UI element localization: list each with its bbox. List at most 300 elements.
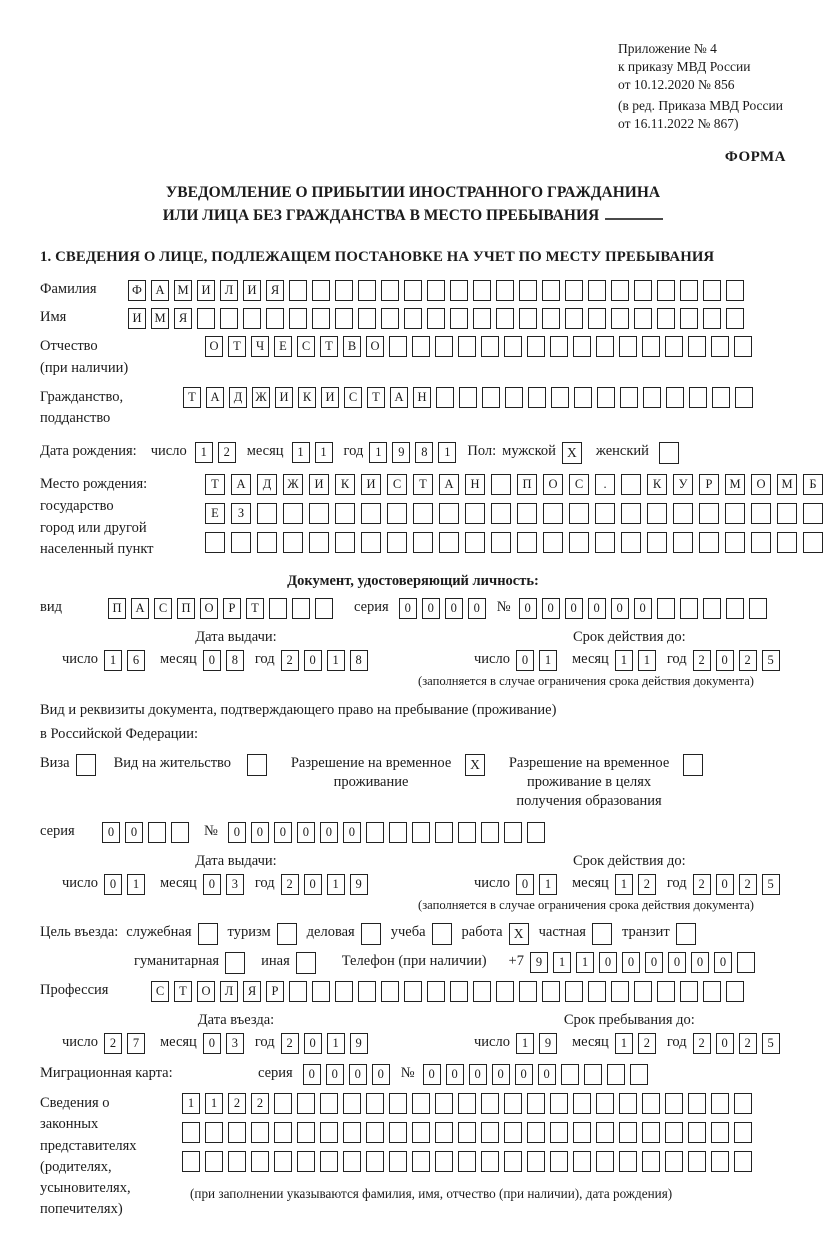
char-box[interactable] — [205, 1122, 223, 1143]
char-box[interactable]: 0 — [668, 952, 686, 973]
purpose-private-checkbox[interactable] — [592, 923, 612, 945]
char-box[interactable] — [481, 1151, 499, 1172]
char-box[interactable] — [413, 503, 433, 524]
char-box[interactable] — [527, 1122, 545, 1143]
char-box[interactable] — [666, 387, 684, 408]
char-box[interactable]: Н — [465, 474, 485, 495]
char-box[interactable] — [458, 1122, 476, 1143]
char-box[interactable] — [366, 1151, 384, 1172]
char-box[interactable] — [726, 280, 744, 301]
char-box[interactable] — [596, 336, 614, 357]
char-box[interactable]: 1 — [195, 442, 213, 463]
char-box[interactable] — [569, 532, 589, 553]
char-box[interactable] — [228, 1122, 246, 1143]
char-box[interactable]: С — [387, 474, 407, 495]
char-box[interactable]: 0 — [297, 822, 315, 843]
char-box[interactable] — [289, 280, 307, 301]
char-box[interactable] — [361, 503, 381, 524]
char-box[interactable]: А — [439, 474, 459, 495]
char-box[interactable] — [726, 981, 744, 1002]
char-box[interactable] — [527, 336, 545, 357]
char-box[interactable] — [574, 387, 592, 408]
char-box[interactable]: М — [151, 308, 169, 329]
char-box[interactable] — [412, 1122, 430, 1143]
char-box[interactable] — [504, 1122, 522, 1143]
char-box[interactable]: О — [366, 336, 384, 357]
char-box[interactable]: Н — [413, 387, 431, 408]
gender-male-checkbox[interactable]: X — [562, 442, 582, 464]
char-box[interactable] — [197, 308, 215, 329]
char-box[interactable] — [735, 387, 753, 408]
char-box[interactable]: 0 — [519, 598, 537, 619]
char-box[interactable] — [389, 822, 407, 843]
char-box[interactable] — [621, 532, 641, 553]
char-box[interactable]: 1 — [576, 952, 594, 973]
char-box[interactable]: А — [390, 387, 408, 408]
char-box[interactable]: 7 — [127, 1033, 145, 1054]
char-box[interactable] — [620, 387, 638, 408]
char-box[interactable] — [257, 503, 277, 524]
char-box[interactable] — [573, 1151, 591, 1172]
char-box[interactable] — [673, 532, 693, 553]
char-box[interactable] — [412, 822, 430, 843]
char-box[interactable]: С — [344, 387, 362, 408]
char-box[interactable] — [358, 308, 376, 329]
char-box[interactable]: 2 — [218, 442, 236, 463]
char-box[interactable]: К — [647, 474, 667, 495]
char-box[interactable] — [481, 822, 499, 843]
char-box[interactable] — [551, 387, 569, 408]
char-box[interactable] — [343, 1122, 361, 1143]
char-box[interactable]: 2 — [281, 874, 299, 895]
char-box[interactable]: В — [343, 336, 361, 357]
char-box[interactable] — [427, 981, 445, 1002]
char-box[interactable] — [439, 503, 459, 524]
char-box[interactable] — [269, 598, 287, 619]
char-box[interactable] — [297, 1151, 315, 1172]
char-box[interactable] — [320, 1151, 338, 1172]
char-box[interactable] — [519, 308, 537, 329]
char-box[interactable] — [543, 532, 563, 553]
char-box[interactable] — [459, 387, 477, 408]
char-box[interactable] — [596, 1122, 614, 1143]
char-box[interactable]: А — [206, 387, 224, 408]
char-box[interactable]: 3 — [226, 1033, 244, 1054]
char-box[interactable] — [496, 981, 514, 1002]
char-box[interactable] — [588, 981, 606, 1002]
char-box[interactable] — [657, 598, 675, 619]
char-box[interactable] — [573, 1093, 591, 1114]
char-box[interactable]: 0 — [468, 598, 486, 619]
char-box[interactable] — [435, 1122, 453, 1143]
char-box[interactable]: Б — [803, 474, 823, 495]
char-box[interactable]: 1 — [127, 874, 145, 895]
char-box[interactable] — [680, 280, 698, 301]
char-box[interactable]: И — [128, 308, 146, 329]
char-box[interactable]: 2 — [104, 1033, 122, 1054]
char-box[interactable] — [504, 822, 522, 843]
char-box[interactable] — [642, 336, 660, 357]
char-box[interactable] — [381, 981, 399, 1002]
char-box[interactable] — [435, 1093, 453, 1114]
char-box[interactable]: С — [154, 598, 172, 619]
char-box[interactable]: 0 — [716, 650, 734, 671]
char-box[interactable]: 0 — [303, 1064, 321, 1085]
char-box[interactable]: Е — [274, 336, 292, 357]
char-box[interactable] — [519, 280, 537, 301]
char-box[interactable] — [358, 981, 376, 1002]
char-box[interactable] — [182, 1122, 200, 1143]
char-box[interactable]: 1 — [327, 874, 345, 895]
char-box[interactable] — [320, 1122, 338, 1143]
char-box[interactable] — [361, 532, 381, 553]
char-box[interactable]: 0 — [716, 874, 734, 895]
char-box[interactable] — [404, 280, 422, 301]
char-box[interactable] — [737, 952, 755, 973]
char-box[interactable] — [505, 387, 523, 408]
char-box[interactable] — [435, 1151, 453, 1172]
char-box[interactable]: 9 — [530, 952, 548, 973]
char-box[interactable]: 9 — [392, 442, 410, 463]
char-box[interactable]: 0 — [516, 874, 534, 895]
char-box[interactable]: И — [321, 387, 339, 408]
purpose-official-checkbox[interactable] — [198, 923, 218, 945]
char-box[interactable]: Т — [183, 387, 201, 408]
char-box[interactable]: 5 — [762, 874, 780, 895]
residence-permit-checkbox[interactable] — [247, 754, 267, 776]
char-box[interactable]: 0 — [251, 822, 269, 843]
char-box[interactable]: М — [725, 474, 745, 495]
char-box[interactable] — [358, 280, 376, 301]
char-box[interactable] — [205, 1151, 223, 1172]
char-box[interactable]: К — [335, 474, 355, 495]
char-box[interactable]: 0 — [445, 598, 463, 619]
char-box[interactable] — [688, 336, 706, 357]
char-box[interactable] — [642, 1151, 660, 1172]
char-box[interactable]: 2 — [281, 1033, 299, 1054]
char-box[interactable] — [619, 1122, 637, 1143]
char-box[interactable] — [607, 1064, 625, 1085]
char-box[interactable]: 0 — [326, 1064, 344, 1085]
char-box[interactable] — [619, 1093, 637, 1114]
char-box[interactable] — [550, 1122, 568, 1143]
visa-checkbox[interactable] — [76, 754, 96, 776]
char-box[interactable] — [699, 503, 719, 524]
char-box[interactable] — [496, 280, 514, 301]
char-box[interactable]: 8 — [226, 650, 244, 671]
char-box[interactable]: 0 — [716, 1033, 734, 1054]
char-box[interactable] — [611, 280, 629, 301]
char-box[interactable]: 0 — [515, 1064, 533, 1085]
char-box[interactable] — [482, 387, 500, 408]
char-box[interactable] — [312, 981, 330, 1002]
char-box[interactable] — [543, 503, 563, 524]
char-box[interactable]: И — [361, 474, 381, 495]
char-box[interactable] — [251, 1122, 269, 1143]
char-box[interactable] — [751, 532, 771, 553]
char-box[interactable]: Л — [220, 280, 238, 301]
char-box[interactable] — [550, 336, 568, 357]
char-box[interactable]: И — [309, 474, 329, 495]
char-box[interactable]: О — [200, 598, 218, 619]
char-box[interactable]: А — [231, 474, 251, 495]
char-box[interactable]: 0 — [203, 650, 221, 671]
char-box[interactable]: И — [243, 280, 261, 301]
char-box[interactable] — [596, 1151, 614, 1172]
char-box[interactable]: Ф — [128, 280, 146, 301]
char-box[interactable]: 1 — [369, 442, 387, 463]
char-box[interactable] — [343, 1093, 361, 1114]
char-box[interactable]: А — [151, 280, 169, 301]
char-box[interactable] — [711, 1151, 729, 1172]
char-box[interactable] — [565, 308, 583, 329]
char-box[interactable]: 0 — [492, 1064, 510, 1085]
char-box[interactable] — [703, 981, 721, 1002]
char-box[interactable] — [621, 474, 641, 495]
char-box[interactable]: 0 — [691, 952, 709, 973]
char-box[interactable]: 0 — [645, 952, 663, 973]
char-box[interactable] — [689, 387, 707, 408]
char-box[interactable] — [588, 308, 606, 329]
char-box[interactable]: 1 — [539, 650, 557, 671]
char-box[interactable]: 0 — [538, 1064, 556, 1085]
char-box[interactable]: Р — [699, 474, 719, 495]
char-box[interactable] — [465, 503, 485, 524]
char-box[interactable] — [435, 336, 453, 357]
char-box[interactable]: Т — [246, 598, 264, 619]
char-box[interactable] — [647, 503, 667, 524]
char-box[interactable] — [297, 1122, 315, 1143]
char-box[interactable] — [619, 1151, 637, 1172]
char-box[interactable] — [381, 280, 399, 301]
char-box[interactable]: П — [177, 598, 195, 619]
char-box[interactable] — [712, 387, 730, 408]
char-box[interactable] — [274, 1122, 292, 1143]
char-box[interactable] — [389, 336, 407, 357]
char-box[interactable] — [711, 1122, 729, 1143]
char-box[interactable]: Р — [266, 981, 284, 1002]
char-box[interactable] — [734, 1122, 752, 1143]
char-box[interactable]: П — [517, 474, 537, 495]
purpose-work-checkbox[interactable]: X — [509, 923, 529, 945]
char-box[interactable] — [412, 1093, 430, 1114]
char-box[interactable] — [680, 308, 698, 329]
char-box[interactable] — [366, 822, 384, 843]
char-box[interactable] — [703, 308, 721, 329]
char-box[interactable]: 0 — [446, 1064, 464, 1085]
char-box[interactable]: 0 — [349, 1064, 367, 1085]
char-box[interactable]: 0 — [469, 1064, 487, 1085]
char-box[interactable] — [481, 1122, 499, 1143]
char-box[interactable]: 1 — [615, 1033, 633, 1054]
char-box[interactable]: 0 — [565, 598, 583, 619]
char-box[interactable] — [309, 532, 329, 553]
char-box[interactable] — [595, 503, 615, 524]
char-box[interactable]: 6 — [127, 650, 145, 671]
char-box[interactable] — [335, 280, 353, 301]
char-box[interactable]: 1 — [638, 650, 656, 671]
char-box[interactable] — [389, 1122, 407, 1143]
char-box[interactable]: 0 — [125, 822, 143, 843]
char-box[interactable] — [292, 598, 310, 619]
char-box[interactable]: 0 — [320, 822, 338, 843]
char-box[interactable]: Я — [243, 981, 261, 1002]
char-box[interactable] — [450, 280, 468, 301]
char-box[interactable] — [688, 1122, 706, 1143]
char-box[interactable] — [335, 308, 353, 329]
char-box[interactable]: Р — [223, 598, 241, 619]
char-box[interactable]: 1 — [553, 952, 571, 973]
char-box[interactable]: 0 — [304, 650, 322, 671]
char-box[interactable]: 0 — [104, 874, 122, 895]
char-box[interactable] — [751, 503, 771, 524]
char-box[interactable] — [657, 308, 675, 329]
char-box[interactable]: 1 — [516, 1033, 534, 1054]
char-box[interactable]: 0 — [399, 598, 417, 619]
char-box[interactable] — [634, 308, 652, 329]
purpose-study-checkbox[interactable] — [432, 923, 452, 945]
char-box[interactable]: 1 — [292, 442, 310, 463]
char-box[interactable] — [665, 336, 683, 357]
char-box[interactable] — [711, 1093, 729, 1114]
char-box[interactable] — [703, 280, 721, 301]
char-box[interactable] — [458, 822, 476, 843]
char-box[interactable] — [387, 503, 407, 524]
char-box[interactable] — [749, 598, 767, 619]
char-box[interactable] — [182, 1151, 200, 1172]
char-box[interactable]: 9 — [539, 1033, 557, 1054]
char-box[interactable] — [527, 1151, 545, 1172]
char-box[interactable] — [597, 387, 615, 408]
char-box[interactable] — [412, 1151, 430, 1172]
char-box[interactable] — [412, 336, 430, 357]
char-box[interactable] — [297, 1093, 315, 1114]
char-box[interactable]: Я — [174, 308, 192, 329]
char-box[interactable] — [528, 387, 546, 408]
char-box[interactable]: 1 — [438, 442, 456, 463]
char-box[interactable] — [643, 387, 661, 408]
char-box[interactable] — [542, 308, 560, 329]
char-box[interactable] — [335, 532, 355, 553]
char-box[interactable]: 0 — [274, 822, 292, 843]
char-box[interactable]: 2 — [693, 1033, 711, 1054]
char-box[interactable]: О — [197, 981, 215, 1002]
char-box[interactable]: 1 — [104, 650, 122, 671]
char-box[interactable]: Я — [266, 280, 284, 301]
char-box[interactable] — [642, 1122, 660, 1143]
char-box[interactable]: З — [231, 503, 251, 524]
char-box[interactable]: 1 — [327, 650, 345, 671]
char-box[interactable]: 1 — [327, 1033, 345, 1054]
char-box[interactable]: 0 — [372, 1064, 390, 1085]
char-box[interactable] — [550, 1151, 568, 1172]
char-box[interactable] — [243, 308, 261, 329]
char-box[interactable] — [171, 822, 189, 843]
char-box[interactable]: 2 — [638, 874, 656, 895]
char-box[interactable] — [734, 336, 752, 357]
char-box[interactable] — [542, 981, 560, 1002]
gender-female-checkbox[interactable] — [659, 442, 679, 464]
char-box[interactable] — [725, 532, 745, 553]
char-box[interactable]: 2 — [693, 650, 711, 671]
char-box[interactable] — [496, 308, 514, 329]
char-box[interactable]: 1 — [205, 1093, 223, 1114]
char-box[interactable]: 1 — [539, 874, 557, 895]
char-box[interactable] — [320, 1093, 338, 1114]
char-box[interactable] — [366, 1093, 384, 1114]
char-box[interactable] — [665, 1093, 683, 1114]
char-box[interactable]: 2 — [281, 650, 299, 671]
char-box[interactable] — [458, 336, 476, 357]
char-box[interactable] — [220, 308, 238, 329]
char-box[interactable] — [611, 981, 629, 1002]
char-box[interactable]: 2 — [638, 1033, 656, 1054]
char-box[interactable] — [803, 503, 823, 524]
char-box[interactable]: Ж — [283, 474, 303, 495]
char-box[interactable] — [699, 532, 719, 553]
char-box[interactable] — [404, 981, 422, 1002]
char-box[interactable] — [283, 532, 303, 553]
char-box[interactable] — [777, 532, 797, 553]
char-box[interactable] — [289, 981, 307, 1002]
char-box[interactable] — [519, 981, 537, 1002]
char-box[interactable] — [634, 981, 652, 1002]
char-box[interactable] — [312, 308, 330, 329]
char-box[interactable] — [315, 598, 333, 619]
char-box[interactable] — [703, 598, 721, 619]
char-box[interactable] — [688, 1093, 706, 1114]
purpose-tourism-checkbox[interactable] — [277, 923, 297, 945]
char-box[interactable]: 8 — [350, 650, 368, 671]
char-box[interactable] — [450, 308, 468, 329]
char-box[interactable]: 9 — [350, 874, 368, 895]
char-box[interactable] — [630, 1064, 648, 1085]
char-box[interactable] — [504, 336, 522, 357]
char-box[interactable] — [673, 503, 693, 524]
char-box[interactable] — [481, 1093, 499, 1114]
char-box[interactable] — [542, 280, 560, 301]
char-box[interactable] — [665, 1151, 683, 1172]
purpose-humanitarian-checkbox[interactable] — [225, 952, 245, 974]
char-box[interactable] — [427, 308, 445, 329]
char-box[interactable] — [595, 532, 615, 553]
char-box[interactable] — [573, 336, 591, 357]
char-box[interactable]: 0 — [588, 598, 606, 619]
char-box[interactable] — [726, 598, 744, 619]
char-box[interactable]: 2 — [693, 874, 711, 895]
char-box[interactable] — [504, 1151, 522, 1172]
char-box[interactable] — [688, 1151, 706, 1172]
char-box[interactable] — [565, 981, 583, 1002]
char-box[interactable]: 2 — [228, 1093, 246, 1114]
char-box[interactable]: 0 — [343, 822, 361, 843]
char-box[interactable] — [289, 308, 307, 329]
char-box[interactable]: Ж — [252, 387, 270, 408]
char-box[interactable]: 0 — [102, 822, 120, 843]
temp-residence-checkbox[interactable]: X — [465, 754, 485, 776]
char-box[interactable]: Л — [220, 981, 238, 1002]
char-box[interactable]: 2 — [739, 1033, 757, 1054]
char-box[interactable] — [458, 1093, 476, 1114]
char-box[interactable]: Т — [367, 387, 385, 408]
char-box[interactable] — [711, 336, 729, 357]
char-box[interactable] — [777, 503, 797, 524]
char-box[interactable] — [665, 1122, 683, 1143]
char-box[interactable] — [734, 1093, 752, 1114]
char-box[interactable] — [231, 532, 251, 553]
char-box[interactable]: 5 — [762, 1033, 780, 1054]
char-box[interactable] — [450, 981, 468, 1002]
